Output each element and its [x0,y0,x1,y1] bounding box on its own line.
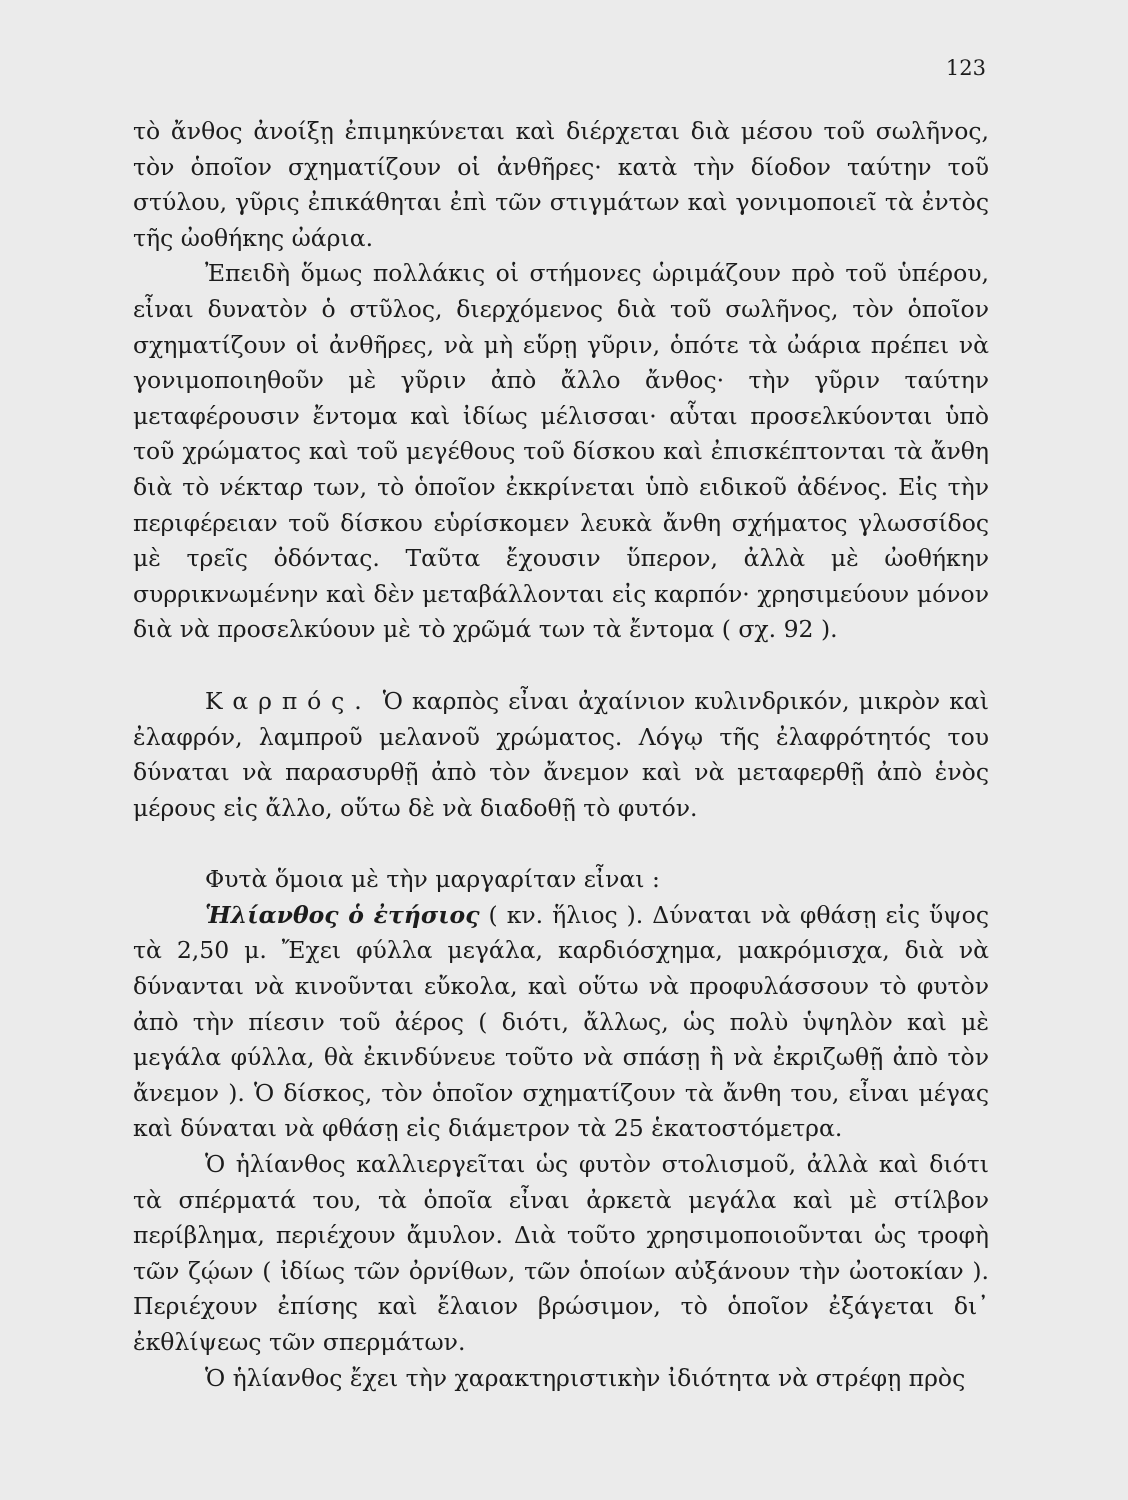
paragraph-similar-plants: Φυτὰ ὅμοια μὲ τὴν μαργαρίταν εἶναι : [205,865,660,894]
paragraph-cross-pollination: Ἐπειδὴ ὅμως πολλάκις οἱ στήμονες ὡριμάζουν πρὸ τοῦ ὑπέρου, εἶναι δυνατὸν ὁ στῦλος, διερχόμενος διὰ τοῦ σωλῆνος, τὸν ὁποῖον σχηματίζουν οἱ ἀνθῆρες, νὰ μὴ εὕρῃ γῦριν, ὁπότε τὰ ὠάρια πρέπει νὰ γονιμοποιηθοῦν μὲ γῦριν ἀπὸ ἄλλο ἄνθος· τὴν γῦριν ταύτην μεταφέρουσιν ἔντομα καὶ ἰδίως μέλισσαι· αὗται προσελκύονται ὑπὸ τοῦ χρώματος καὶ τοῦ μεγέθους τοῦ δίσκου καὶ ἐπισκέπτονται τὰ ἄνθη διὰ τὸ νέκταρ των, τὸ ὁποῖον ἐκκρίνεται ὑπὸ ειδικοῦ ἀδένος. Εἰς τὴν περιφέρειαν τοῦ δίσκου εὑρίσκομεν λευκὰ ἄνθη σχήματος γλωσσίδος μὲ τρεῖς ὀδόντας. Ταῦτα ἔχουσιν ὕπερον, ἀλλὰ μὲ ὠοθήκην συρρικνωμένην καὶ δὲν μεταβάλλονται εἰς καρπόν· χρησιμεύουν μόνον διὰ νὰ προσελκύουν μὲ τὸ χρῶμά των τὰ ἔντομα ( σχ. 92 ). [133,259,989,644]
page-number: 123 [945,56,986,80]
fruit-heading: Καρπός. [205,686,372,715]
paragraph-sunflower-trait: Ὁ ἡλίανθος ἔχει τὴν χαρακτηριστικὴν ἰδιότητα νὰ στρέφῃ πρὸς [205,1363,966,1392]
paragraph-sunflower [133,898,989,1147]
fruit-text: Ὁ καρπὸς εἶναι ἀχαίνιον κυλινδρικόν, μικρὸν καὶ ἐλαφρόν, λαμπροῦ μελανοῦ χρώματος. Λόγῳ τῆς ἐλαφρότητός του δύναται νὰ παρασυρθῇ ἀπὸ τὸν ἄνεμον καὶ νὰ μεταφερθῇ ἀπὸ ἑνὸς μέρους εἰς ἄλλο, οὕτω δὲ νὰ διαδοθῇ τὸ φυτόν. [133,686,989,822]
paragraph-pollination-end: τὸ ἄνθος ἀνοίξῃ ἐπιμηκύνεται καὶ διέρχεται διὰ μέσου τοῦ σωλῆνος, τὸν ὁποῖον σχηματίζουν οἱ ἀνθῆρες· κατὰ τὴν δίοδον ταύτην τοῦ στύλου, γῦρις ἐπικάθηται ἐπὶ τῶν στιγμάτων καὶ γονιμοποιεῖ τὰ ἐντὸς τῆς ὠοθήκης ὠάρια. [133,117,989,252]
paragraph-fruit [133,684,989,826]
paragraph-sunflower-uses: Ὁ ἡλίανθος καλλιεργεῖται ὡς φυτὸν στολισμοῦ, ἀλλὰ καὶ διότι τὰ σπέρματά του, τὰ ὁποῖα εἶναι ἀρκετὰ μεγάλα καὶ μὲ στίλβον περίβλημα, περιέχουν ἄμυλον. Διὰ τοῦτο χρησιμοποιοῦνται ὡς τροφὴ τῶν ζῴων ( ἰδίως τῶν ὀρνίθων, τῶν ὁποίων αὐξάνουν τὴν ὠοτοκίαν ). Περιέχουν ἐπίσης καὶ ἔλαιον βρώσιμον, τὸ ὁποῖον ἐξάγεται δι᾽ ἐκθλίψεως τῶν σπερμάτων. [133,1150,989,1356]
sunflower-term: Ἡλίανθος ὁ ἐτήσιος [205,900,480,929]
sunflower-text: ( κν. ἥλιος ). Δύναται νὰ φθάσῃ εἰς ὕψος τὰ 2,50 μ. Ἔχει φύλλα μεγάλα, καρδιόσχημα, μακρόμισχα, διὰ νὰ δύνανται νὰ κινοῦνται εὔκολα, καὶ οὕτω νὰ προφυλάσσουν τὸ φυτὸν ἀπὸ τὴν πίεσιν τοῦ ἀέρος ( διότι, ἄλλως, ὡς πολὺ ὑψηλὸν καὶ μὲ μεγάλα φύλλα, θὰ ἐκινδύνευε τοῦτο νὰ σπάσῃ ἢ νὰ ἐκριζωθῇ ἀπὸ τὸν ἄνεμον ). Ὁ δίσκος, τὸν ὁποῖον σχηματίζουν τὰ ἄνθη του, εἶναι μέγας καὶ δύναται νὰ φθάσῃ εἰς διάμετρον τὰ 25 ἑκατοστόμετρα. [133,900,989,1143]
page-text [133,114,989,1396]
